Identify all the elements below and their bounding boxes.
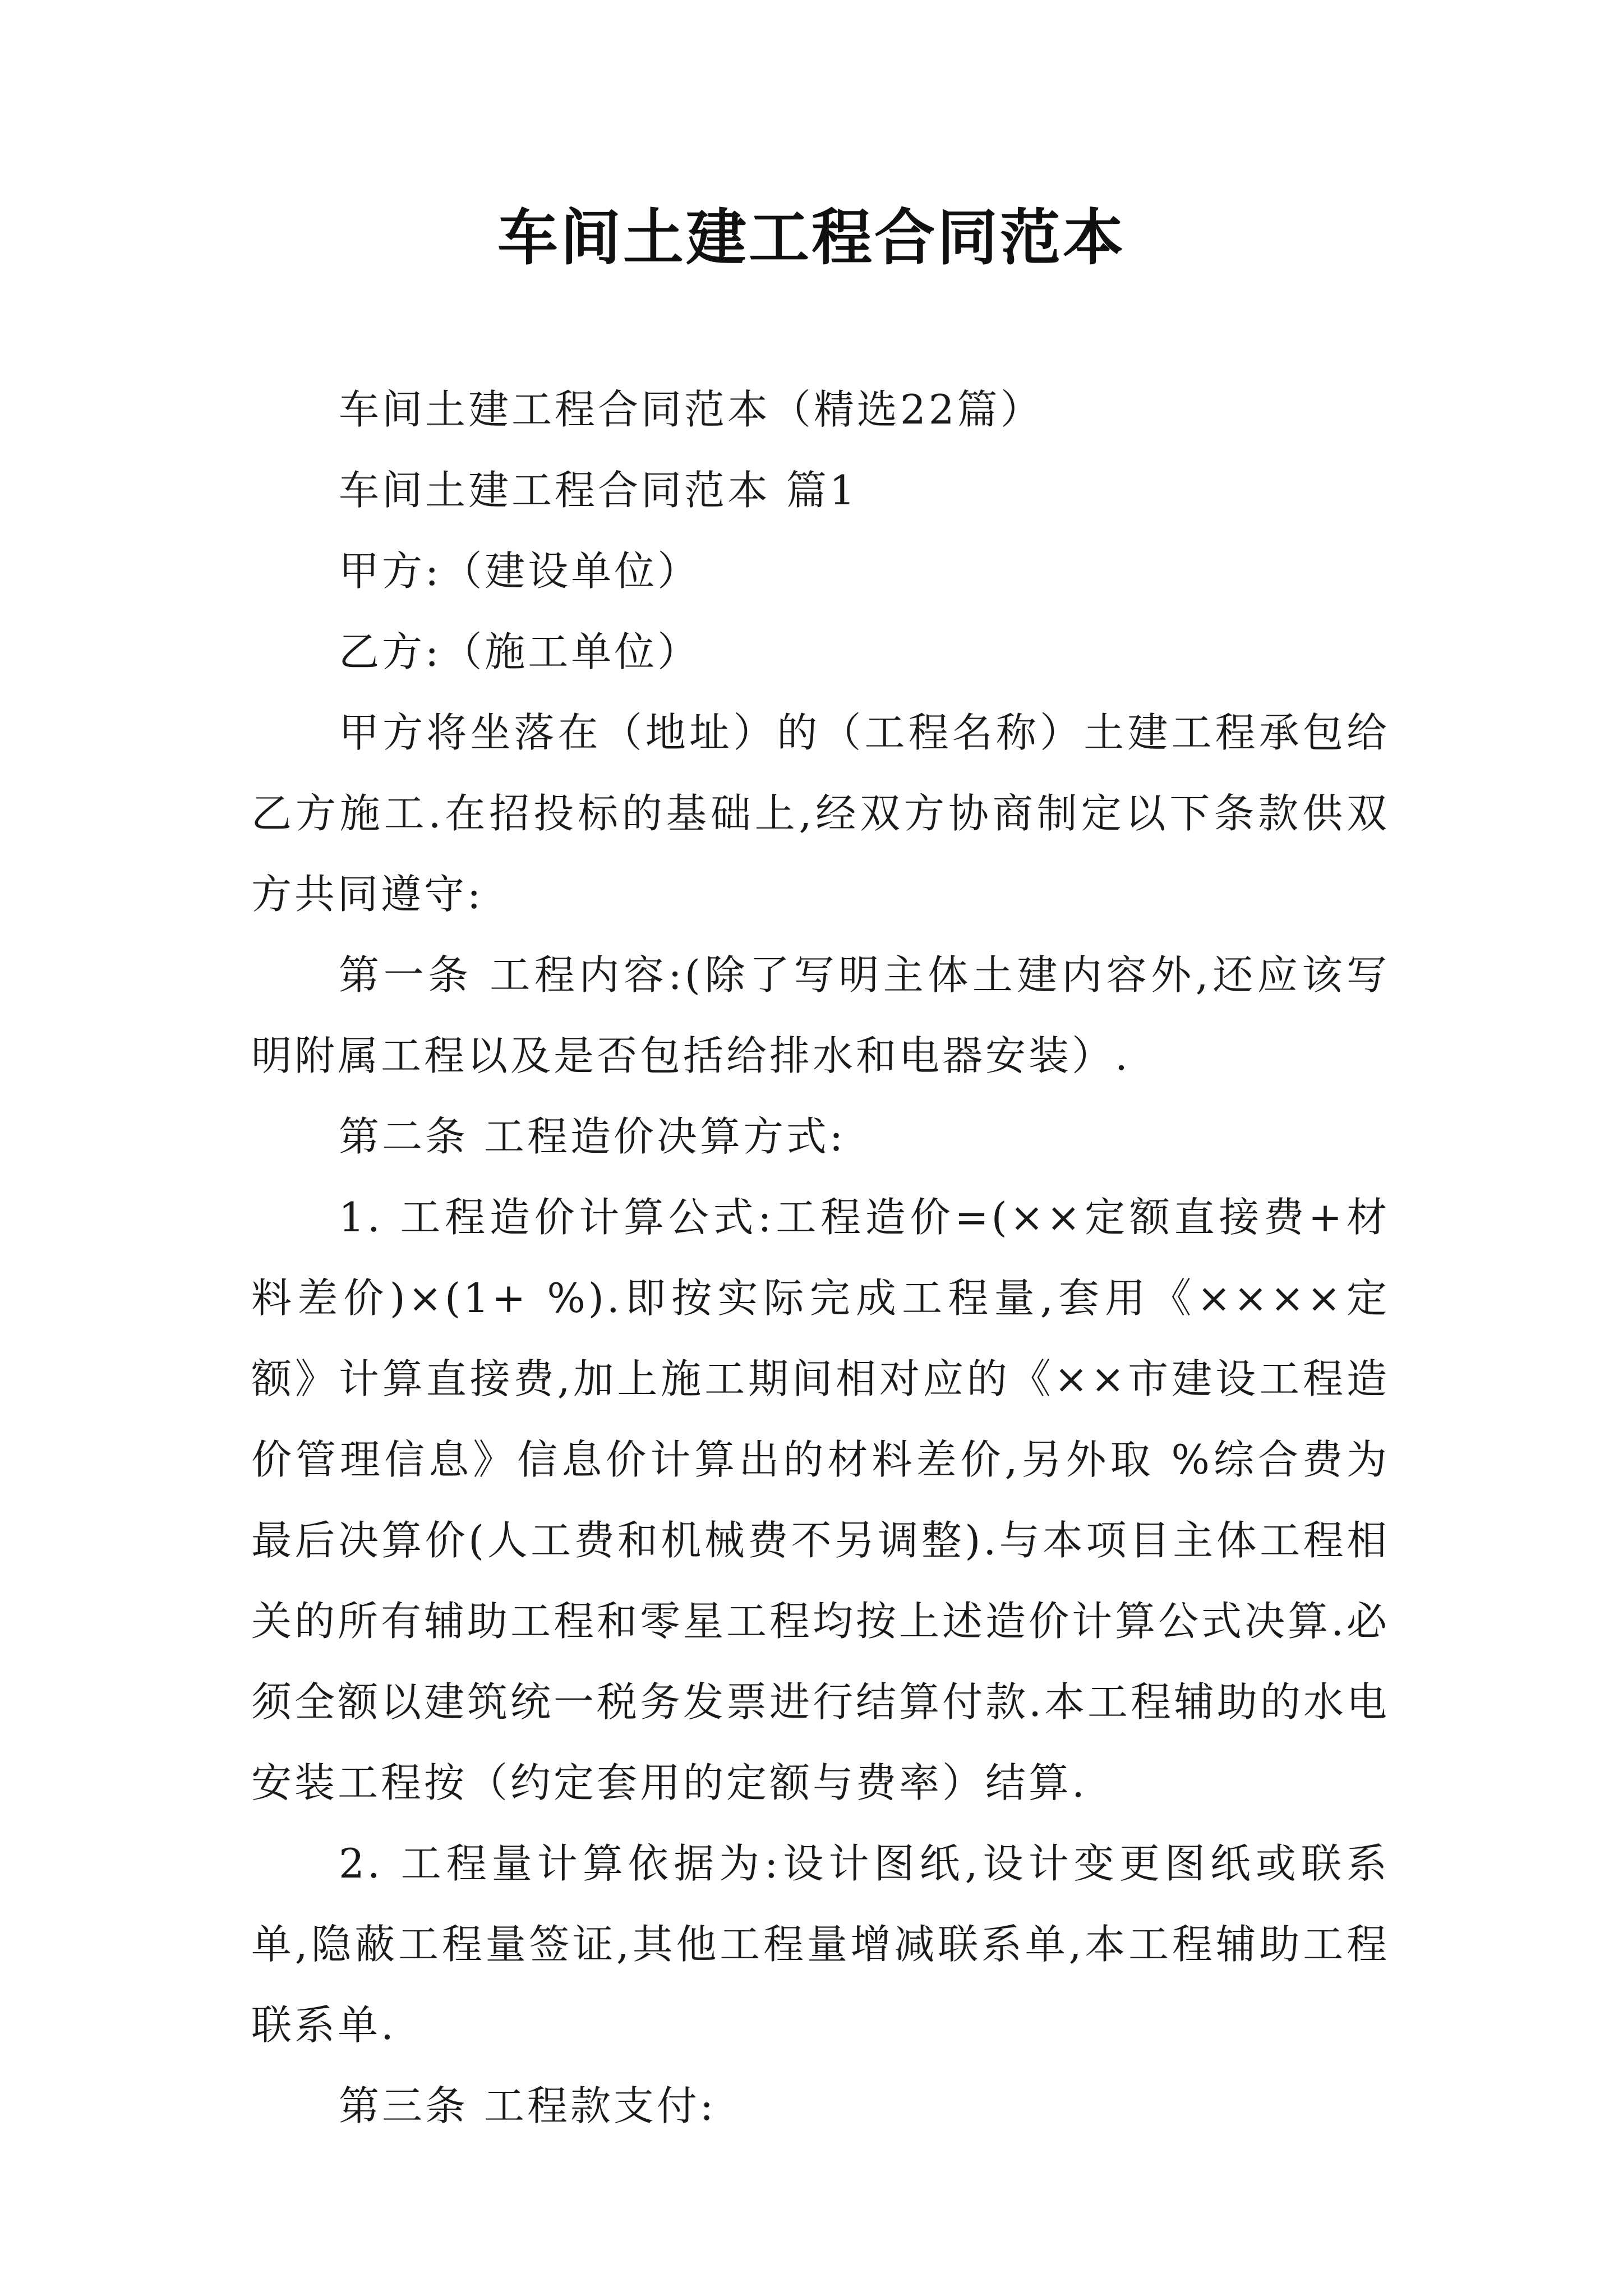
article-two-item-two: 2. 工程量计算依据为:设计图纸,设计变更图纸或联系单,隐蔽工程量签证,其他工程量增减联系单,本工程辅助工程联系单. — [251, 1840, 1390, 2049]
party-a-paragraph: 甲方:（建设单位） — [339, 547, 701, 595]
article-three-heading: 第三条 工程款支付: — [339, 2082, 717, 2129]
party-b-paragraph: 乙方:（施工单位） — [339, 628, 701, 675]
article-two-item-one: 1. 工程造价计算公式:工程造价=(××定额直接费+材料差价)×(1+ %).即按实际完成工程量,套用《××××定额》计算直接费,加上施工期间相对应的《××市建设工程造价管理信息》信息价计算出的材料差价,另外取 %综合费为最后决算价(人工费和机械费不另调整).与本项目主体工程相关的所有辅助工程和零星工程均按上述造价计算公式决算.必须全额以建筑统一税务发票进行结算付款.本工程辅助的水电安装工程按（约定套用的定额与费率）结算. — [251, 1194, 1390, 1806]
preamble-paragraph: 甲方将坐落在（地址）的（工程名称）土建工程承包给乙方施工.在招投标的基础上,经双方协商制定以下条款供双方共同遵守: — [251, 709, 1390, 918]
article-two-heading: 第二条 工程造价决算方式: — [339, 1113, 846, 1160]
subtitle-paragraph: 车间土建工程合同范本（精选22篇） — [339, 386, 1044, 433]
section-heading-paragraph: 车间土建工程合同范本 篇1 — [339, 467, 858, 514]
document-body — [251, 369, 1390, 2146]
article-one-paragraph: 第一条 工程内容:(除了写明主体土建内容外,还应该写明附属工程以及是否包括给排水和电器安装）. — [251, 951, 1390, 1079]
document-title: 车间土建工程合同范本 — [497, 203, 1126, 273]
